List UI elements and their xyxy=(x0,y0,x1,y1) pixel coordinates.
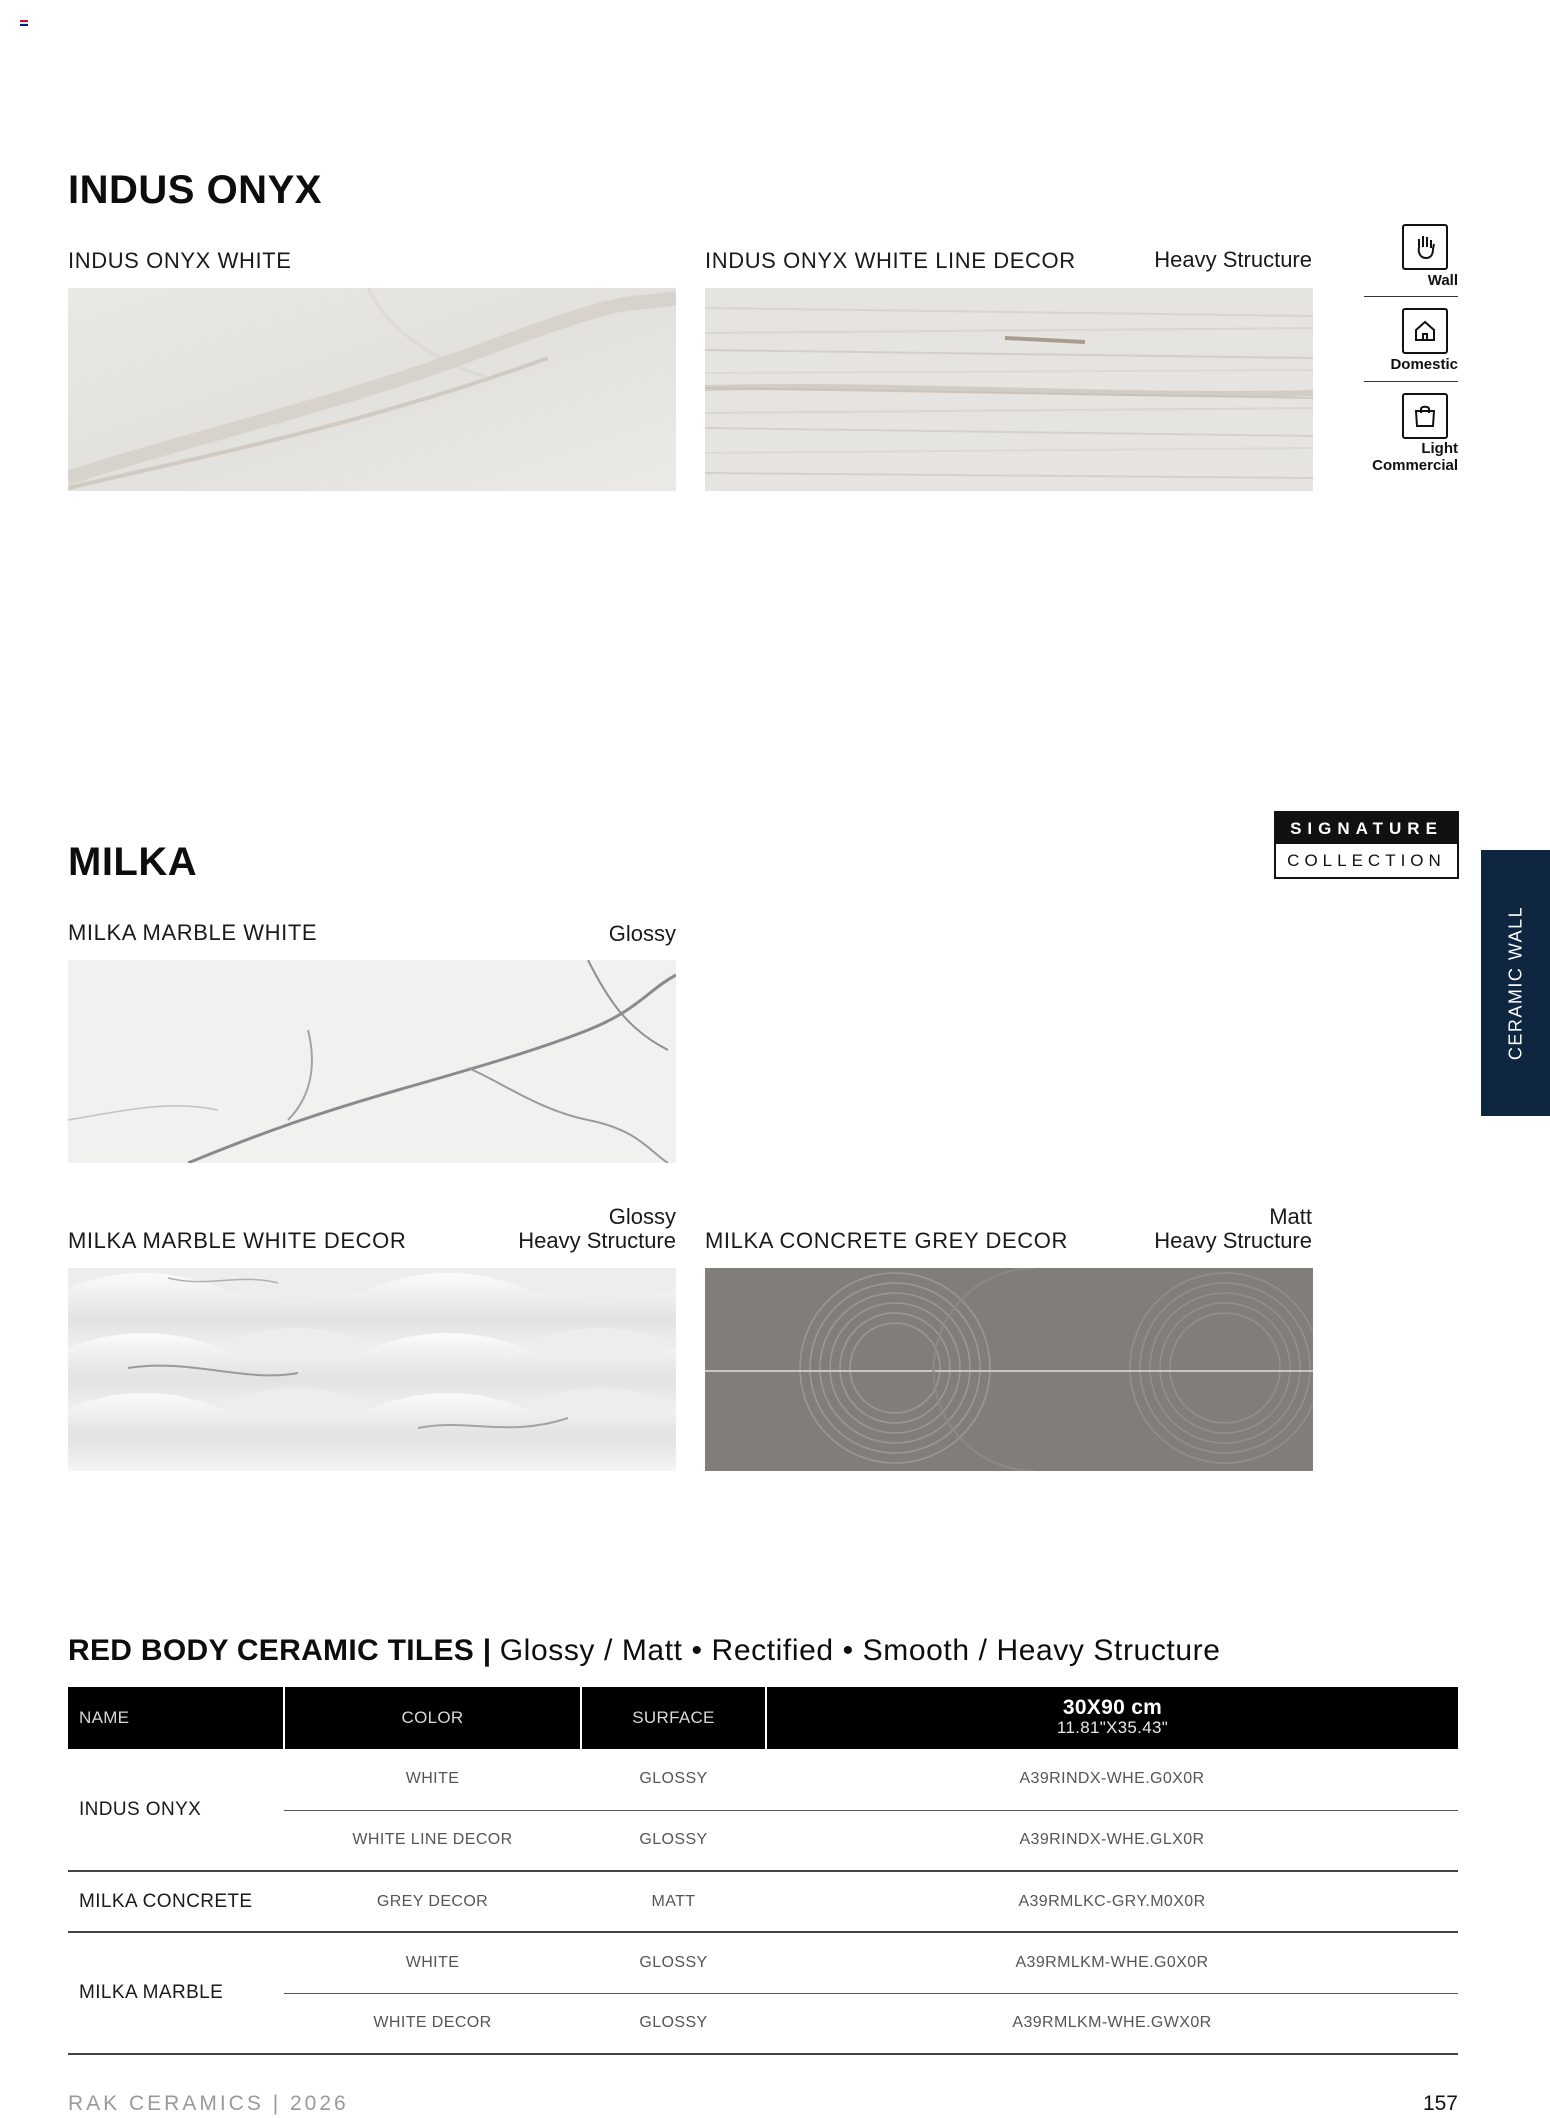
tile-image-milka-marble-white xyxy=(68,960,676,1163)
header-surface: SURFACE xyxy=(581,1687,766,1749)
cell-surface: MATT xyxy=(581,1871,766,1932)
cell-code: A39RMLKM-WHE.GWX0R xyxy=(766,1993,1458,2054)
product-finish: Glossy Heavy Structure xyxy=(518,1204,676,1253)
cell-color: GREY DECOR xyxy=(284,1871,581,1932)
usage-wall: Wall xyxy=(1364,224,1458,290)
shopping-bag-icon xyxy=(1402,393,1448,439)
tile-image-indus-onyx-white-line-decor xyxy=(705,288,1313,491)
product-label-indus-onyx-white-line-decor: INDUS ONYX WHITE LINE DECOR xyxy=(705,248,1076,273)
section-title-milka: MILKA xyxy=(68,840,198,884)
specs-table xyxy=(68,1687,1458,2055)
header-color: COLOR xyxy=(284,1687,581,1749)
cell-surface: GLOSSY xyxy=(581,1993,766,2054)
table-title: RED BODY CERAMIC TILES | Glossy / Matt • Rectified • Smooth / Heavy Structure xyxy=(68,1634,1221,1667)
cell-color: WHITE LINE DECOR xyxy=(284,1810,581,1871)
cell-color: WHITE xyxy=(284,1749,581,1810)
product-label-milka-concrete-grey-decor: MILKA CONCRETE GREY DECOR xyxy=(705,1228,1068,1253)
cell-color: WHITE xyxy=(284,1932,581,1993)
tile-image-milka-marble-white-decor xyxy=(68,1268,676,1471)
product-finish: Heavy Structure xyxy=(1154,247,1312,272)
cell-surface: GLOSSY xyxy=(581,1932,766,1993)
product-label-milka-marble-white-decor: MILKA MARBLE WHITE DECOR xyxy=(68,1228,407,1253)
cell-name: MILKA CONCRETE xyxy=(68,1871,284,1932)
header-size: 30X90 cm 11.81"X35.43" xyxy=(766,1687,1458,1749)
header-name: NAME xyxy=(68,1687,284,1749)
cell-code: A39RINDX-WHE.G0X0R xyxy=(766,1749,1458,1810)
cell-code: A39RINDX-WHE.GLX0R xyxy=(766,1810,1458,1871)
section-title-indus-onyx: INDUS ONYX xyxy=(68,168,322,212)
table-row xyxy=(68,1871,1458,1932)
house-icon xyxy=(1402,308,1448,354)
tile-image-milka-concrete-grey-decor xyxy=(705,1268,1313,1471)
flag-icon xyxy=(20,20,28,26)
table-row xyxy=(68,1749,1458,1810)
cell-name: INDUS ONYX xyxy=(68,1749,284,1871)
divider xyxy=(1364,381,1458,382)
product-finish: Matt Heavy Structure xyxy=(1154,1204,1312,1253)
table-header-row xyxy=(68,1687,1458,1749)
tile-image-indus-onyx-white xyxy=(68,288,676,491)
product-label-milka-marble-white: MILKA MARBLE WHITE xyxy=(68,920,318,945)
product-finish: Glossy xyxy=(608,921,676,946)
side-tab-ceramic-wall[interactable]: CERAMIC WALL xyxy=(1481,850,1550,1116)
signature-collection-badge: SIGNATURE COLLECTION xyxy=(1274,811,1459,879)
cell-color: WHITE DECOR xyxy=(284,1993,581,2054)
table-row xyxy=(68,1932,1458,1993)
cell-code: A39RMLKC-GRY.M0X0R xyxy=(766,1871,1458,1932)
divider xyxy=(1364,296,1458,297)
cell-surface: GLOSSY xyxy=(581,1749,766,1810)
cell-code: A39RMLKM-WHE.G0X0R xyxy=(766,1932,1458,1993)
cell-surface: GLOSSY xyxy=(581,1810,766,1871)
hand-icon xyxy=(1402,224,1448,270)
usage-light-commercial: Light Commercial xyxy=(1364,393,1458,473)
cell-name: MILKA MARBLE xyxy=(68,1932,284,2054)
usage-domestic: Domestic xyxy=(1364,308,1458,374)
page-number: 157 xyxy=(1422,2092,1458,2115)
footer-brand: RAK CERAMICS | 2026 xyxy=(68,2092,349,2115)
product-label-indus-onyx-white: INDUS ONYX WHITE xyxy=(68,248,292,273)
